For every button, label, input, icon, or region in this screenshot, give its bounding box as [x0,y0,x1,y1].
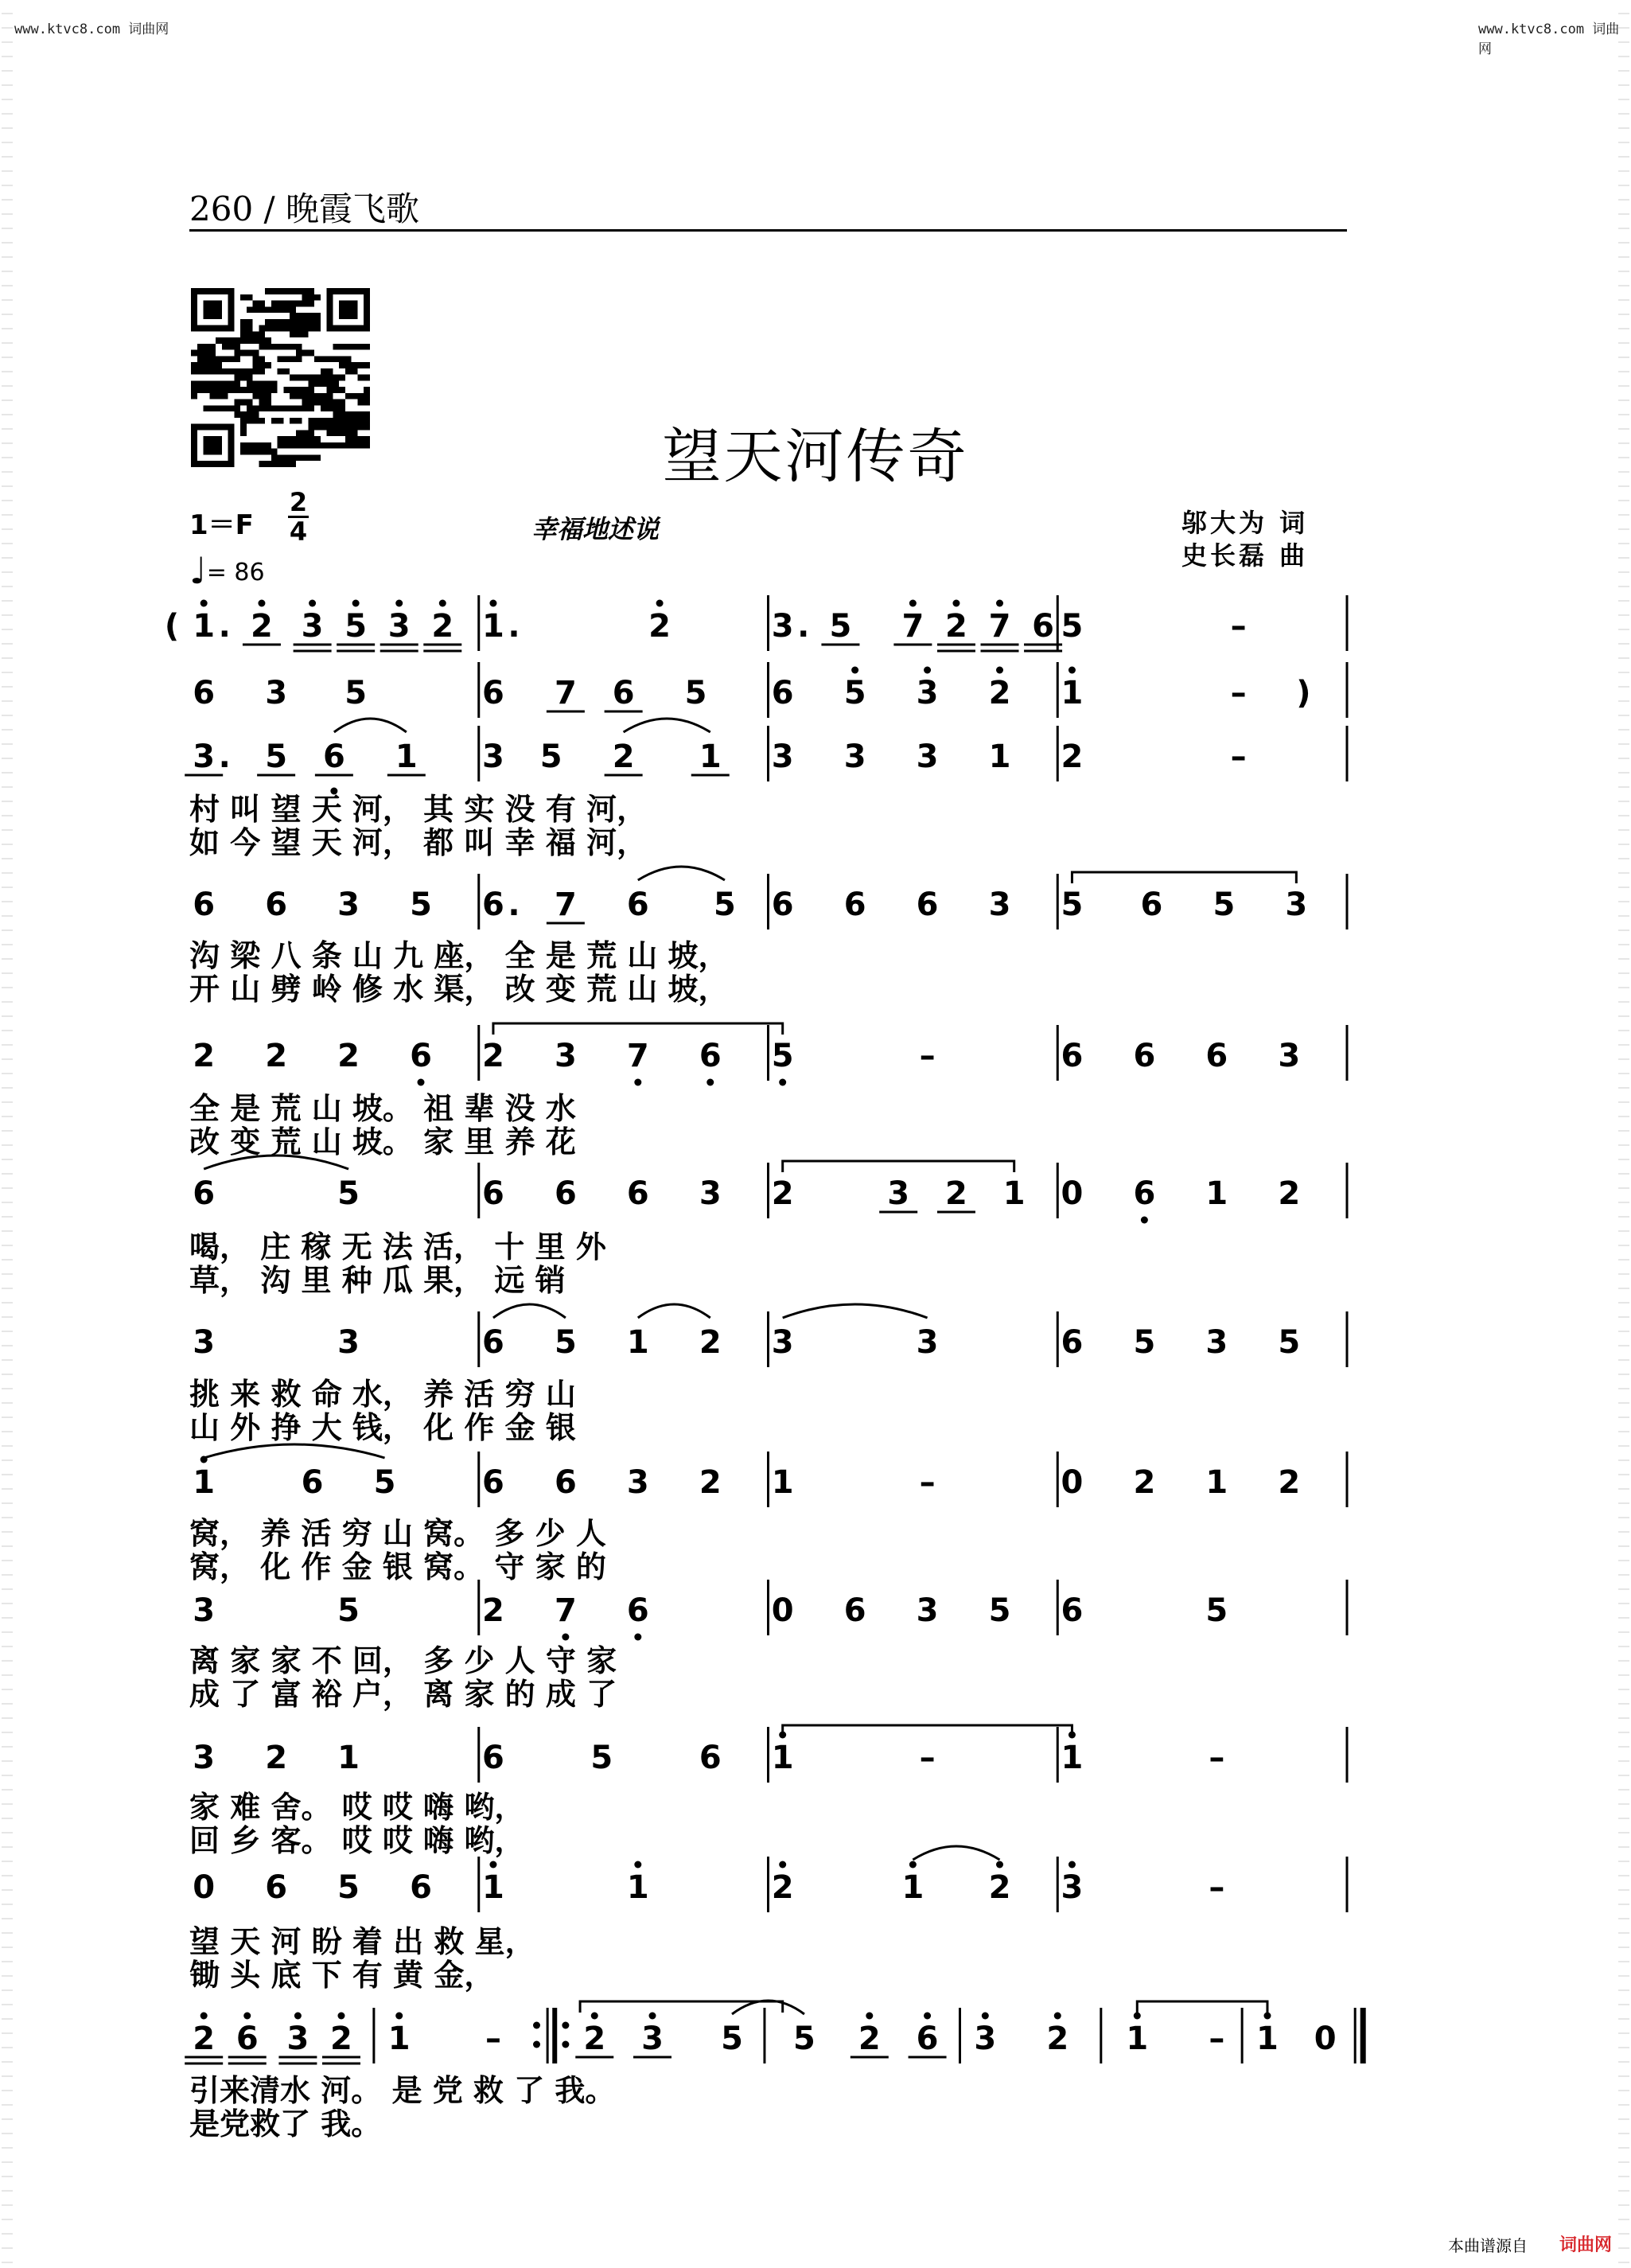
note: 1 [387,2021,411,2057]
note: 5 [1061,608,1084,645]
note: 6 [699,1740,722,1776]
note: 1 [482,608,504,645]
note: 5 [590,1740,613,1776]
note: 6 [301,1464,324,1501]
note: 1 [1061,1740,1084,1776]
note: 6 [1133,1038,1156,1074]
note: 3 [988,887,1011,923]
note: 3 [265,675,288,711]
tempo-value: = 86 [206,559,265,586]
octave-dot-high [656,600,664,607]
slur [638,867,725,880]
note: 3 [554,1038,577,1074]
lyric-line: 改 变 荒 山 坡。 家 里 养 花 [189,1124,576,1159]
note: 1 [1126,2021,1149,2057]
octave-dot-high [1069,1861,1076,1869]
slur [783,1304,928,1318]
dash-extension: – [1209,1740,1225,1776]
note: 2 [945,608,967,645]
note: 3 [1285,887,1308,923]
augmentation-dot: . [218,608,231,645]
note: 6 [265,887,288,923]
note: 6 [626,887,649,923]
dash-extension: – [1209,2021,1225,2057]
octave-dot-high [909,1861,917,1869]
note: 3 [193,738,216,775]
note: 5 [337,1869,360,1906]
note: 6 [554,1464,577,1501]
octave-dot-high [337,2013,344,2020]
note: 2 [1278,1175,1301,1212]
octave-dot-high [982,2013,989,2020]
note: 0 [1314,2021,1337,2057]
dash-extension: – [1230,738,1247,775]
watermark-left: www.ktvc8.com 词曲网 [14,21,169,37]
note: 2 [612,738,635,775]
dash-extension: – [919,1740,936,1776]
note: 5 [684,675,707,711]
note: 3 [974,2021,997,2057]
dash-extension: – [1230,608,1247,645]
note: 6 [193,887,216,923]
note: 1 [1205,1175,1228,1212]
octave-dot-low [1141,1217,1148,1224]
octave-dot-high [439,600,446,607]
note: 6 [410,1038,432,1074]
octave-dot-high [258,600,265,607]
note: 6 [699,1038,722,1074]
tie-bracket [1072,872,1296,883]
note: 5 [337,1175,360,1212]
octave-dot-low [418,1079,425,1086]
note: 6 [771,887,794,923]
page-header: 260 / 晚霞飞歌 [189,189,420,228]
note: 3 [387,608,411,645]
lyric-line: 村 叫 望 天 河， 其 实 没 有 河， [189,792,648,827]
octave-dot-low [634,1079,641,1086]
note: 1 [699,738,722,775]
note: 6 [843,1592,866,1629]
note: 5 [988,1592,1011,1629]
note: 5 [1205,1592,1228,1629]
repeat-dot [533,2041,540,2048]
note: 1 [988,738,1011,775]
note: 5 [373,1464,396,1501]
note: 1 [1205,1464,1228,1501]
note: 5 [771,1038,794,1074]
time-signature-top: 2 [289,487,308,517]
octave-dot-high [909,600,917,607]
slur [624,719,710,732]
lyric-line: 山 外 挣 大 钱， 化 作 金 银 [189,1410,576,1445]
note: 2 [482,1592,504,1629]
note: 2 [1061,738,1084,775]
octave-dot-high [996,667,1003,674]
slur [334,719,407,732]
note: 6 [482,1740,504,1776]
footer-logo: 词曲网 [1559,2235,1613,2255]
note: 1 [901,1869,924,1906]
augmentation-dot: . [508,887,520,923]
repeat-dot [533,2022,540,2029]
note: 1 [1061,675,1084,711]
lyric-line: 离 家 家 不 回， 多 少 人 守 家 [189,1643,617,1678]
note: 2 [482,1038,504,1074]
note: 2 [337,1038,360,1074]
quarter-note-icon: ♩ [189,549,207,592]
octave-dot-high [352,600,360,607]
note: 6 [265,1869,288,1906]
note: 7 [626,1038,649,1074]
octave-dot-high [851,667,858,674]
note: 6 [771,675,794,711]
note: 1 [626,1324,649,1361]
note: 6 [1205,1038,1228,1074]
close-paren: ) [1296,675,1311,711]
note: 6 [236,2021,259,2057]
tie-bracket [783,1725,1072,1736]
octave-dot-high [200,600,208,607]
note: 2 [431,608,454,645]
octave-dot-high [634,1861,641,1869]
song-title: 望天河传奇 [662,423,969,491]
note: 2 [330,2021,352,2057]
tie-bracket [493,1023,783,1035]
lyric-line: 全 是 荒 山 坡。 祖 辈 没 水 [189,1091,576,1126]
note: 1 [193,608,216,645]
note: 5 [793,2021,816,2057]
octave-dot-high [779,1861,786,1869]
note: 6 [916,887,939,923]
octave-dot-high [243,2013,251,2020]
expression-marking: 幸福地述说 [531,514,660,544]
note: 2 [583,2021,606,2057]
note: 0 [1061,1175,1084,1212]
note: 5 [337,1592,360,1629]
note: 7 [901,608,924,645]
note: 5 [410,887,432,923]
note: 3 [916,675,939,711]
note: 5 [344,608,368,645]
note: 3 [1205,1324,1228,1361]
key-signature: 1＝F [189,509,254,541]
open-paren: ( [164,608,180,645]
time-signature-bottom: 4 [289,516,308,547]
note: 6 [1032,608,1054,645]
slur [493,1304,566,1318]
repeat-dot [562,2022,569,2029]
note: 3 [626,1464,649,1501]
note: 2 [251,608,273,645]
augmentation-dot: . [508,608,520,645]
note: 5 [721,2021,743,2057]
dash-extension: – [485,2021,501,2057]
note: 6 [626,1175,649,1212]
slur [732,2001,804,2014]
repeat-dot [562,2041,569,2048]
octave-dot-high [395,600,403,607]
lyric-line: 喝， 庄 稼 无 法 活， 十 里 外 [189,1229,606,1265]
octave-dot-high [200,2013,208,2020]
note: 3 [771,738,794,775]
note: 6 [1140,887,1163,923]
note: 2 [771,1869,794,1906]
note: 2 [1046,2021,1069,2057]
note: 3 [641,2021,664,2057]
tie-bracket [783,1161,1014,1172]
note: 6 [482,675,504,711]
octave-dot-high [996,600,1003,607]
octave-dot-high [649,2013,656,2020]
footer-source-text: 本曲谱源自 [1448,2236,1528,2255]
octave-dot-high [1263,2013,1271,2020]
lyric-line: 窝， 养 活 穷 山 窝。 多 少 人 [189,1516,606,1551]
note: 2 [265,1038,288,1074]
dash-extension: – [919,1038,936,1074]
octave-dot-high [309,600,316,607]
lyric-line: 引来清水 河。 是 党 救 了 我。 [189,2073,616,2108]
note: 3 [887,1175,910,1212]
augmentation-dot: . [797,608,810,645]
lyric-line: 望 天 河 盼 着 出 救 星， [189,1924,535,1959]
note: 1 [1256,2021,1279,2057]
note: 6 [482,1464,504,1501]
octave-dot-high [489,1861,496,1869]
octave-dot-high [866,2013,873,2020]
note: 6 [322,738,345,775]
lyric-line: 回 乡 客。 哎 哎 嗨 哟， [189,1823,525,1858]
note: 7 [988,608,1011,645]
note: 1 [1002,1175,1026,1212]
note: 3 [771,1324,794,1361]
note: 3 [193,1592,216,1629]
note: 1 [771,1464,794,1501]
note: 6 [482,1324,504,1361]
slur [913,1846,999,1860]
note: 6 [1061,1592,1084,1629]
dash-extension: – [919,1464,936,1501]
octave-dot-high [1069,667,1076,674]
note: 1 [337,1740,360,1776]
note: 5 [265,738,288,775]
note: 1 [771,1740,794,1776]
note: 7 [554,887,577,923]
note: 3 [337,887,360,923]
note: 3 [916,738,939,775]
note: 5 [843,675,866,711]
octave-dot-high [294,2013,302,2020]
note: 2 [193,2021,216,2057]
note: 0 [771,1592,794,1629]
octave-dot-high [489,600,496,607]
composer-credit: 史长磊 曲 [1181,540,1309,571]
augmentation-dot: . [218,738,231,775]
lyric-line: 挑 来 救 命 水， 养 活 穷 山 [189,1377,576,1412]
lyricist-credit: 邬大为 词 [1181,508,1309,538]
note: 5 [1061,887,1084,923]
note: 6 [1133,1175,1156,1212]
note: 6 [916,2021,939,2057]
note: 2 [945,1175,967,1212]
lyric-line: 开 山 劈 岭 修 水 渠， 改 变 荒 山 坡， [189,972,729,1007]
note: 6 [193,1175,216,1212]
lyric-line: 是党救了 我。 [189,2106,382,2141]
note: 5 [829,608,852,645]
note: 6 [626,1592,649,1629]
note: 3 [482,738,504,775]
dash-extension: – [1230,675,1247,711]
lyric-line: 如 今 望 天 河， 都 叫 幸 福 河， [189,825,648,860]
note: 3 [771,608,794,645]
note: 3 [1061,1869,1084,1906]
octave-dot-high [924,2013,931,2020]
note: 5 [1278,1324,1301,1361]
octave-dot-low [562,1634,569,1641]
note: 6 [612,675,635,711]
lyric-line: 家 难 舍。 哎 哎 嗨 哟， [189,1790,525,1825]
note: 1 [626,1869,649,1906]
watermark-right: www.ktvc8.com 词曲网 [1478,21,1620,57]
note: 2 [699,1464,722,1501]
lyric-line: 锄 头 底 下 有 黄 金， [189,1958,495,1993]
note: 6 [482,887,504,923]
slur [204,1444,384,1458]
note: 3 [301,608,324,645]
note: 6 [554,1175,577,1212]
note: 7 [554,1592,577,1629]
octave-dot-low [779,1079,786,1086]
octave-dot-low [634,1634,641,1641]
octave-dot-high [952,600,960,607]
tie-bracket [1137,2001,1267,2013]
note: 1 [482,1869,504,1906]
note: 2 [771,1175,794,1212]
note: 3 [1278,1038,1301,1074]
note: 0 [1061,1464,1084,1501]
lyric-line: 成 了 富 裕 户， 离 家 的 成 了 [189,1677,617,1712]
note: 6 [410,1869,432,1906]
note: 1 [193,1464,216,1501]
slur [638,1304,710,1318]
note: 1 [395,738,418,775]
note: 2 [193,1038,216,1074]
note: 2 [858,2021,881,2057]
octave-dot-high [1134,2013,1141,2020]
note: 2 [1278,1464,1301,1501]
lyric-line: 沟 梁 八 条 山 九 座， 全 是 荒 山 坡， [189,938,729,973]
note: 3 [843,738,866,775]
lyric-line: 窝， 化 作 金 银 窝。 守 家 的 [189,1549,606,1584]
octave-dot-high [996,1861,1003,1869]
note: 6 [193,675,216,711]
octave-dot-high [1054,2013,1061,2020]
note: 6 [1061,1038,1084,1074]
note: 2 [988,675,1011,711]
note: 5 [554,1324,577,1361]
note: 3 [193,1324,216,1361]
note: 5 [539,738,562,775]
note: 3 [916,1324,939,1361]
octave-dot-high [395,2013,403,2020]
note: 7 [554,675,577,711]
note: 2 [988,1869,1011,1906]
note: 3 [337,1324,360,1361]
note: 5 [1213,887,1236,923]
note: 5 [714,887,736,923]
note: 5 [1133,1324,1156,1361]
note: 2 [699,1324,722,1361]
octave-dot-high [591,2013,598,2020]
note: 2 [265,1740,288,1776]
lyric-line: 草， 沟 里 种 瓜 果， 远 销 [189,1263,566,1298]
octave-dot-low [707,1079,714,1086]
note: 3 [916,1592,939,1629]
note: 3 [699,1175,722,1212]
note: 5 [344,675,368,711]
note: 2 [648,608,671,645]
note: 0 [193,1869,216,1906]
dash-extension: – [1209,1869,1225,1906]
note: 3 [193,1740,216,1776]
note: 2 [1133,1464,1156,1501]
octave-dot-high [924,667,931,674]
note: 3 [286,2021,309,2057]
note: 6 [1061,1324,1084,1361]
note: 6 [482,1175,504,1212]
note: 6 [843,887,866,923]
